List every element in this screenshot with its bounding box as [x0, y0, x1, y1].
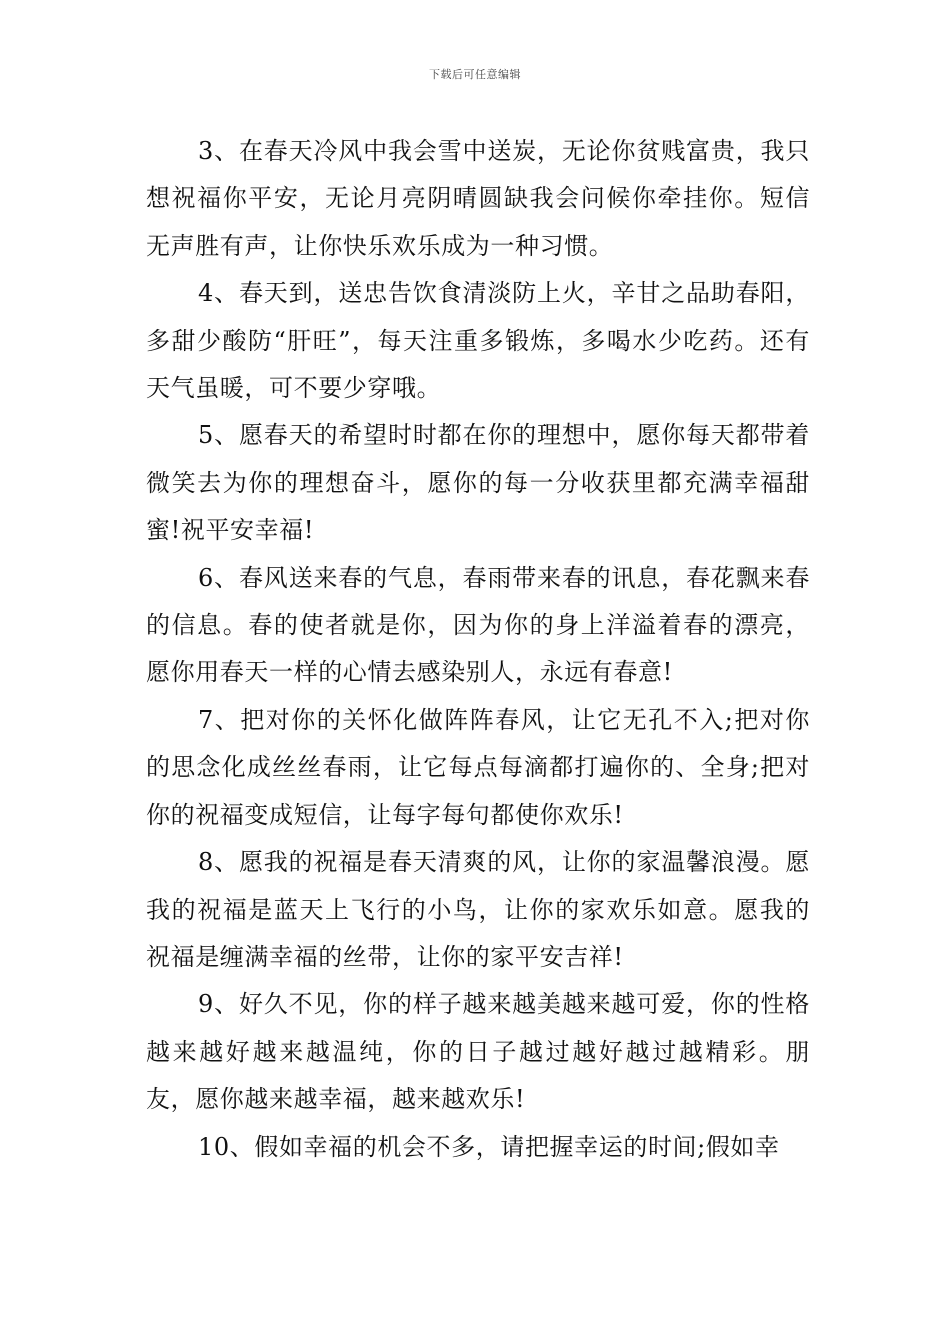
paragraph-10: 10、假如幸福的机会不多，请把握幸运的时间;假如幸 — [198, 1132, 780, 1161]
paragraph-9: 9、好久不见，你的样子越来越美越来越可爱，你的性格越来越好越来越温纯，你的日子越过越好越过越精彩。朋友，愿你越来越幸福，越来越欢乐! — [146, 990, 810, 1114]
paragraph-6: 6、春风送来春的气息，春雨带来春的讯息，春花飘来春的信息。春的使者就是你，因为你的身上洋溢着春的漂亮，愿你用春天一样的心情去感染别人，永远有春意! — [146, 563, 810, 687]
header-note: 下载后可任意编辑 — [429, 68, 521, 81]
paragraph-5: 5、愿春天的希望时时都在你的理想中，愿你每天都带着微笑去为你的理想奋斗，愿你的每一分收获里都充满幸福甜蜜!祝平安幸福! — [146, 421, 810, 545]
document-body — [146, 128, 810, 1171]
paragraph-8: 8、愿我的祝福是春天清爽的风，让你的家温馨浪漫。愿我的祝福是蓝天上飞行的小鸟，让你的家欢乐如意。愿我的祝福是缠满幸福的丝带，让你的家平安吉祥! — [146, 848, 810, 971]
paragraph-3: 3、在春天冷风中我会雪中送炭，无论你贫贱富贵，我只想祝福你平安，无论月亮阴晴圆缺我会问候你牵挂你。短信无声胜有声，让你快乐欢乐成为一种习惯。 — [146, 137, 810, 260]
paragraph-4: 4、春天到，送忠告饮食清淡防上火，辛甘之品助春阳，多甜少酸防“肝旺”，每天注重多锻炼，多喝水少吃药。还有天气虽暖，可不要少穿哦。 — [146, 279, 810, 403]
paragraph-7: 7、把对你的关怀化做阵阵春风，让它无孔不入;把对你的思念化成丝丝春雨，让它每点每滴都打遍你的、全身;把对你的祝福变成短信，让每字每句都使你欢乐! — [146, 705, 810, 829]
